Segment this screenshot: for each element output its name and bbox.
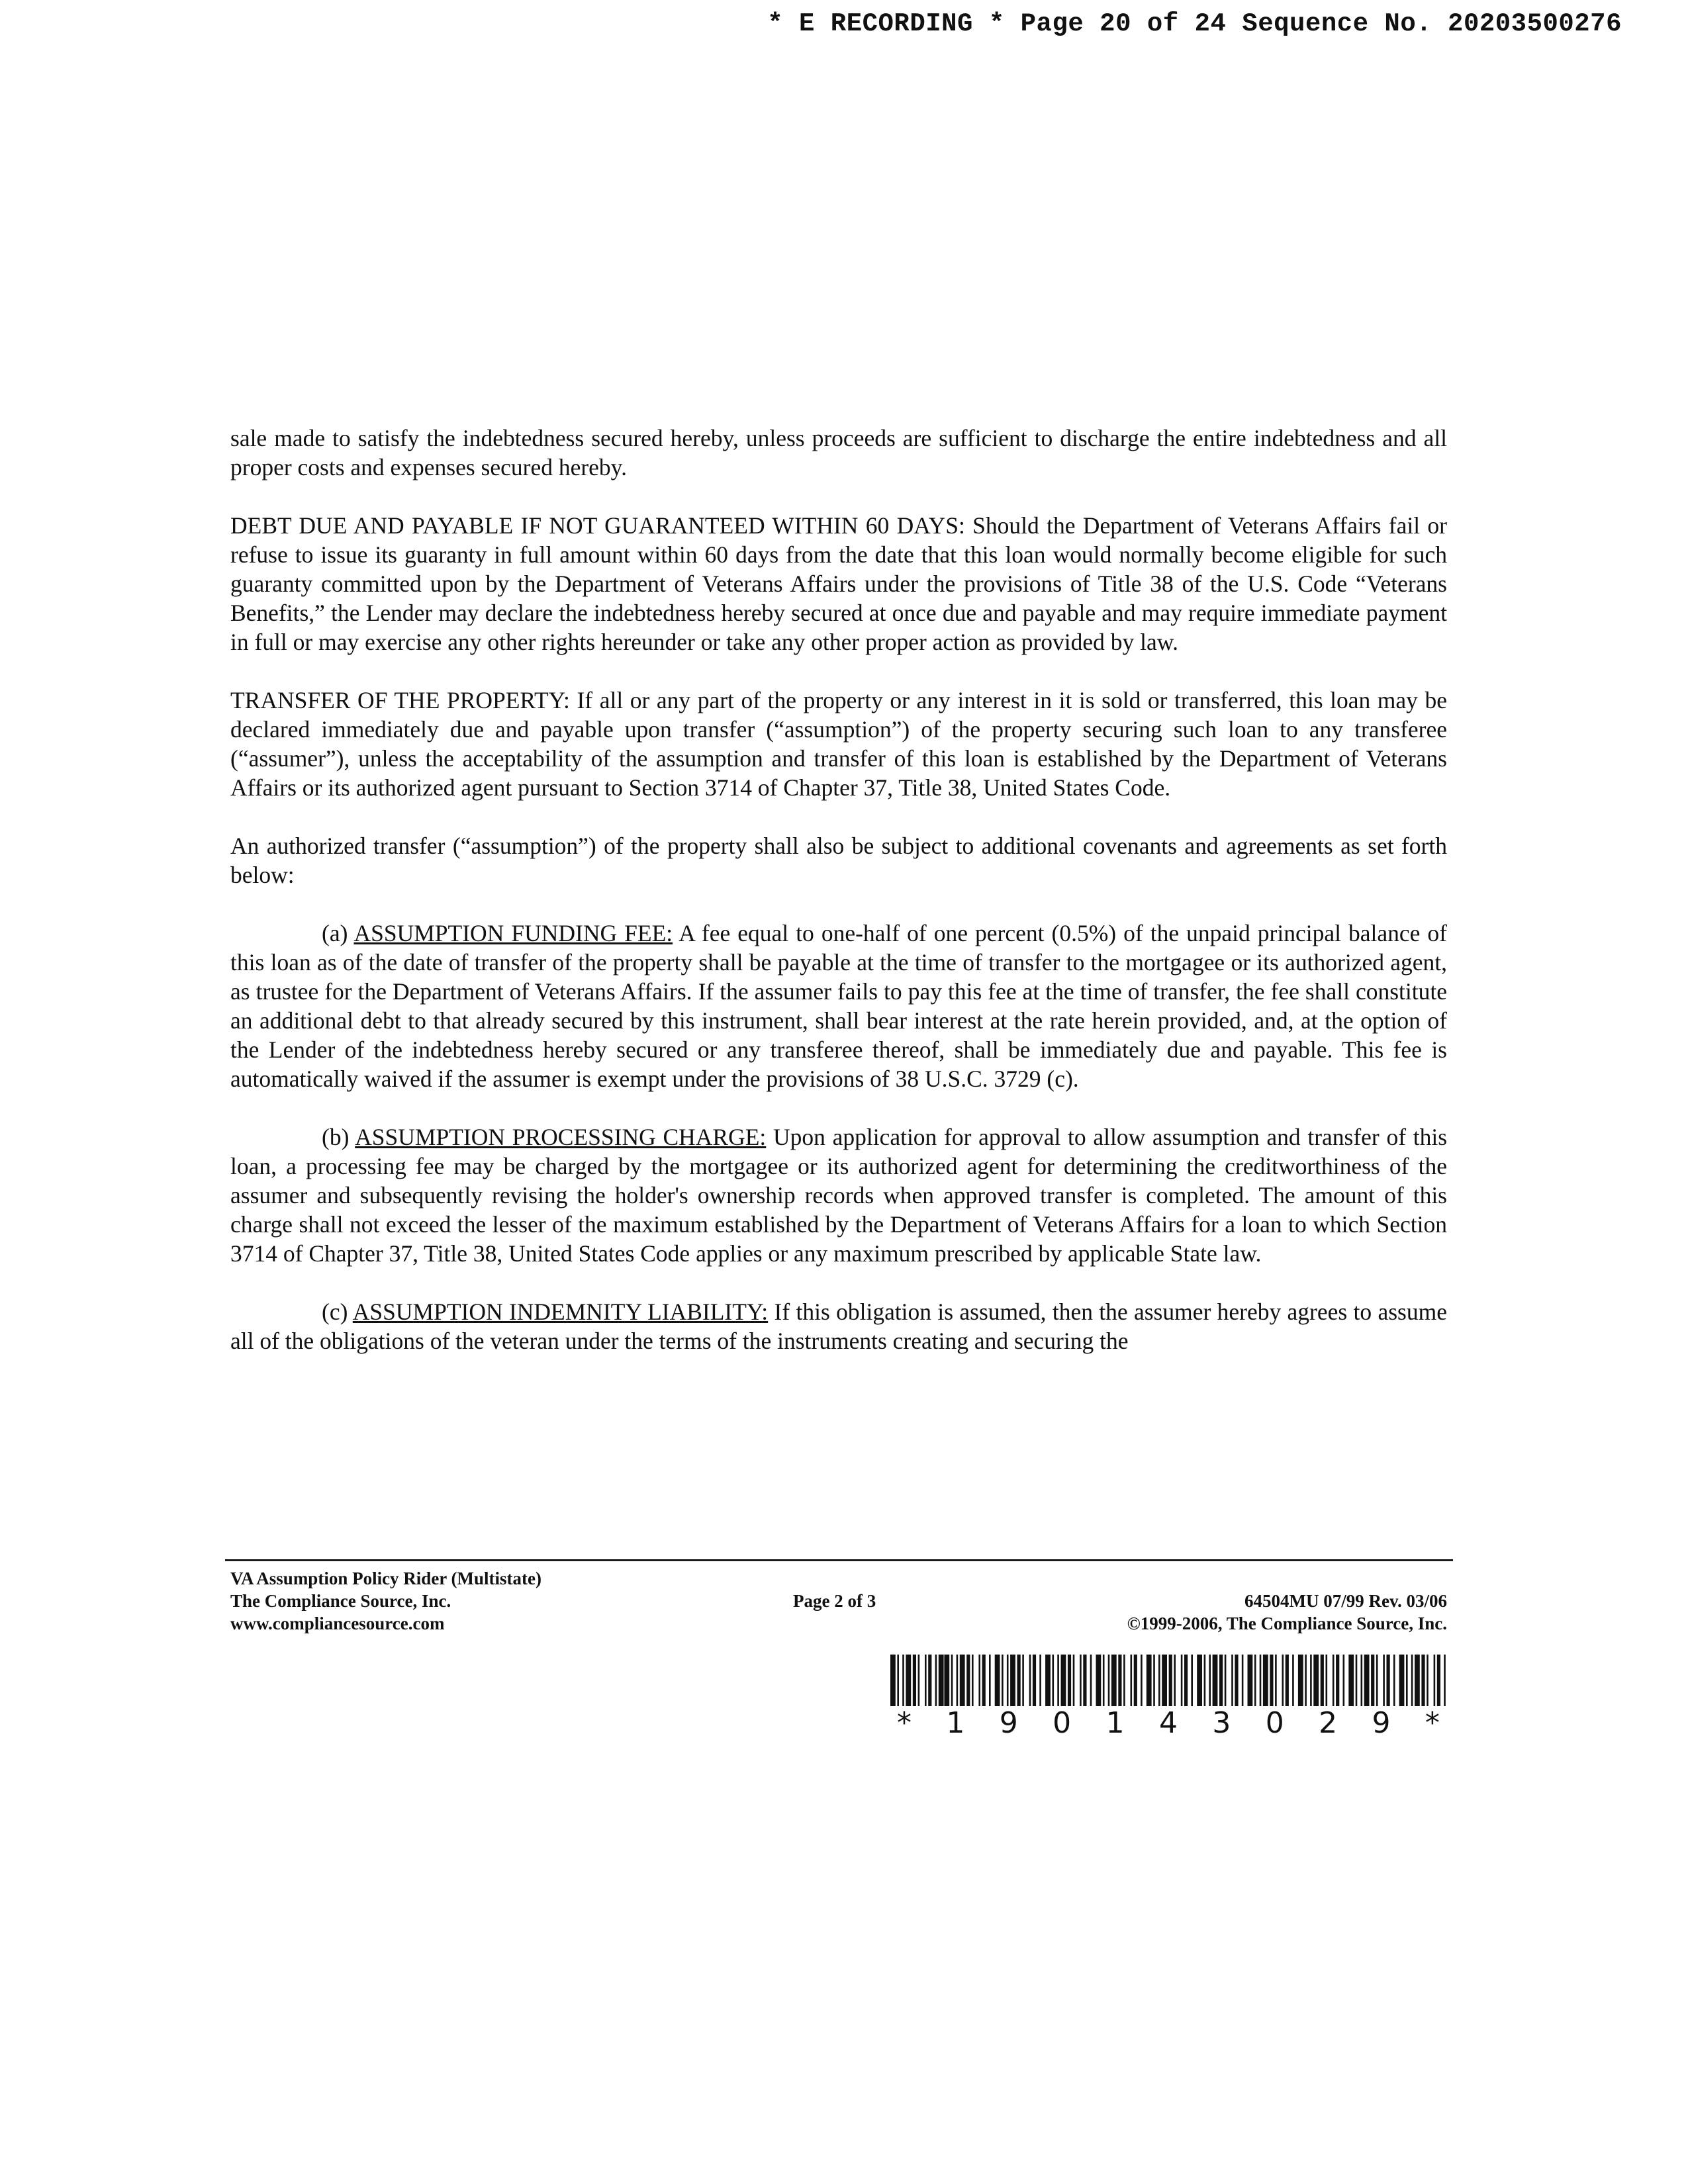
paragraph-authorized-transfer: An authorized transfer (“assumption”) of the property shall also be subject to additional covenants and agreements as set forth below: [230,833,1447,888]
barcode-bar [1292,1655,1294,1706]
barcode-bar [890,1655,896,1706]
barcode-bar [1083,1655,1086,1706]
barcode-text [890,1707,1446,1739]
barcode-bar [1333,1655,1335,1706]
barcode-bar [1225,1655,1227,1706]
barcode-bar [1181,1655,1183,1706]
barcode-bar [1007,1655,1009,1706]
company-website: www.compliancesource.com [230,1614,445,1633]
barcode-bar [1235,1655,1238,1706]
barcode-bar [1427,1655,1429,1706]
barcode-bar [1260,1655,1262,1706]
barcode-bar [1053,1655,1055,1706]
barcode-bar [1371,1655,1374,1706]
indemnity-liability-heading: ASSUMPTION INDEMNITY LIABILITY: [352,1298,769,1325]
barcode-char: 9 [999,1706,1018,1740]
barcode-bar [1348,1655,1354,1706]
barcode-bar [897,1655,899,1706]
barcode-bar [1393,1655,1395,1706]
barcode-bar [1213,1655,1218,1706]
barcode-bar [1029,1655,1031,1706]
barcode-bar [1103,1655,1105,1706]
barcode-bar [1169,1655,1172,1706]
barcode-bar [1162,1655,1167,1706]
barcode-bar [935,1655,937,1706]
barcode-char: 1 [946,1706,965,1740]
barcode-bar [902,1655,904,1706]
barcode-bar [1263,1655,1268,1706]
barcode-bar [944,1655,949,1706]
barcode-bar [1275,1655,1277,1706]
barcode-bar [1321,1655,1324,1706]
barcode-bar [1415,1655,1420,1706]
copyright-notice: ©1999-2006, The Compliance Source, Inc. [1127,1614,1447,1633]
barcode-bar [918,1655,920,1706]
funding-fee-heading: ASSUMPTION FUNDING FEE: [353,920,673,946]
paragraph-debt-due: DEBT DUE AND PAYABLE IF NOT GUARANTEED WITHIN 60 DAYS: Should the Department of Veterans Affairs fail or refuse to issue its guaranty in full amount within 60 days from the date that this loan would normally become eligible for such guaranty committed upon by the Department of Veterans Affairs under the provisions of Title 38 of the U.S. Code “Veterans Benefits,” the Lender may declare the indebtedness hereby secured at once due and payable and may require immediate payment in full or may exercise any other rights hereunder or take any other proper action as provided by law. [230,512,1447,655]
barcode-bar [925,1655,927,1706]
barcode-char: 0 [1053,1706,1072,1740]
barcode-bar [1336,1655,1339,1706]
barcode-bar [1022,1655,1024,1706]
paragraph-sale-made: sale made to satisfy the indebtedness secured hereby, unless proceeds are sufficient to discharge the entire indebtedness and all proper costs and expenses secured hereby. [230,425,1447,480]
indemnity-liability-text: If this obligation is assumed, then the assumer hereby agrees to assume all of the obligations of the veteran under the terms of the instruments creating and securing the [230,1298,1447,1354]
barcode-bar [1310,1655,1312,1706]
barcode-bar [1057,1655,1059,1706]
barcode-bar [1068,1655,1071,1706]
barcode-char: 0 [1265,1706,1284,1740]
processing-charge-text: Upon application for approval to allow assumption and transfer of this loan, a processing fee may be charged by the mortgagee or its authorized agent for determining the creditworthiness of the assumer and subsequently revising the holder's ownership records when approved transfer is completed. The amount of this charge shall not exceed the lesser of the maximum established by the Department of Veterans Affairs for a loan to which Section 3714 of Chapter 37, Title 38, United States Code applies or any maximum prescribed by applicable State law. [230,1124,1448,1267]
barcode-bar [1010,1655,1015,1706]
barcode-bar [978,1655,980,1706]
barcode-bar [1096,1655,1102,1706]
barcode-bar [1434,1655,1436,1706]
barcode-bar [1361,1655,1363,1706]
barcode-bar [951,1655,953,1706]
barcode-bar [1039,1655,1041,1706]
barcode-bar [1231,1655,1233,1706]
barcode-bar [982,1655,986,1706]
barcode-bar [1444,1655,1446,1706]
barcode-bar [1270,1655,1273,1706]
barcode-bar [1248,1655,1253,1706]
barcode-bar [1158,1655,1160,1706]
barcode-bar [1242,1655,1244,1706]
barcode-bar [957,1655,959,1706]
barcode-bar [1108,1655,1110,1706]
barcode-bar [960,1655,965,1706]
barcode-bar [1017,1655,1021,1706]
barcode-bar [1406,1655,1408,1706]
barcode-char: 2 [1319,1706,1338,1740]
company-name: The Compliance Source, Inc. [230,1591,451,1611]
barcode-bar [1131,1655,1133,1706]
barcode-bar [966,1655,970,1706]
barcode-bar [1219,1655,1223,1706]
item-label-b: (b) [322,1124,350,1150]
item-label-c: (c) [322,1298,348,1325]
barcode-bar [1364,1655,1370,1706]
barcode-bar [1174,1655,1176,1706]
barcode-bar [1326,1655,1328,1706]
barcode-bar [1033,1655,1036,1706]
document-body [230,424,1447,1385]
footer-right-block [1127,1590,1447,1635]
barcode-bar [1383,1655,1385,1706]
barcode-bar [1411,1655,1413,1706]
barcode-bar [1286,1655,1289,1706]
barcode-char: 1 [1105,1706,1125,1740]
barcode-bar [995,1655,1000,1706]
barcode-bar [1356,1655,1358,1706]
barcode-bar [1399,1655,1405,1706]
barcode-bar [928,1655,931,1706]
barcode-bar [1134,1655,1137,1706]
barcode-char: * [897,1706,912,1740]
page-footer [230,1567,1447,1640]
barcode-bar [1073,1655,1075,1706]
barcode-bar [1313,1655,1319,1706]
barcode-bar [1421,1655,1425,1706]
barcode-bar [1061,1655,1066,1706]
barcode [890,1655,1446,1739]
barcode-bar [1204,1655,1206,1706]
barcode-bar [1437,1655,1440,1706]
recording-header: * E RECORDING * Page 20 of 24 Sequence No. 20203500276 [767,9,1622,38]
processing-charge-heading: ASSUMPTION PROCESSING CHARGE: [355,1124,767,1150]
paragraph-funding-fee [230,919,1447,1093]
item-label-a: (a) [322,920,348,946]
barcode-bar [906,1655,911,1706]
barcode-bar [1191,1655,1193,1706]
barcode-bar [1118,1655,1121,1706]
barcode-bar [1111,1655,1117,1706]
paragraph-indemnity-liability [230,1297,1447,1355]
form-number: 64504MU 07/99 Rev. 03/06 [1244,1591,1447,1611]
footer-left-block [230,1567,541,1635]
barcode-bar [1080,1655,1082,1706]
barcode-bar [1045,1655,1051,1706]
barcode-char: * [1425,1706,1440,1740]
barcode-char: 9 [1372,1706,1391,1740]
funding-fee-text: A fee equal to one-half of one percent (0.5%) of the unpaid principal balance of this loan as of the date of transfer of the property shall be payable at the time of transfer to the mortgagee or its authorized agent, as trustee for the Department of Veterans Affairs. If the assumer fails to pay this fee at the time of transfer, the fee shall constitute an additional debt to that already secured by this instrument, shall bear interest at the rate herein provided, and, at the option of the Lender of the indebtedness hereby secured or any transferee thereof, shall be immediately due and payable. This fee is automatically waived if the assumer is exempt under the provisions of 38 U.S.C. 3729 (c). [230,920,1447,1092]
barcode-bar [1002,1655,1004,1706]
barcode-bar [1197,1655,1202,1706]
barcode-bar [1298,1655,1303,1706]
barcode-bar [1387,1655,1390,1706]
barcode-bar [989,1655,991,1706]
barcode-bar [1209,1655,1211,1706]
barcode-bar [1153,1655,1155,1706]
barcode-char: 4 [1158,1706,1178,1740]
page-number: Page 2 of 3 [793,1591,876,1611]
form-title: VA Assumption Policy Rider (Multistate) [230,1569,542,1588]
paragraph-transfer-of-property: TRANSFER OF THE PROPERTY: If all or any part of the property or any interest in it is sold or transferred, this loan may be declared immediately due and payable upon transfer (“assumption”) of the property securing such loan to any transferee (“assumer”), unless the acceptability of the assumption and transfer of this loan is established by the Department of Veterans Affairs or its authorized agent pursuant to Section 3714 of Chapter 37, Title 38, United States Code. [230,687,1447,801]
barcode-bars [890,1655,1446,1706]
barcode-bar [1090,1655,1092,1706]
barcode-bar [1343,1655,1345,1706]
barcode-bar [939,1655,944,1706]
barcode-bar [972,1655,974,1706]
barcode-bar [1147,1655,1152,1706]
barcode-bar [1376,1655,1378,1706]
barcode-bar [913,1655,916,1706]
barcode-bar [1282,1655,1284,1706]
barcode-bar [1141,1655,1143,1706]
barcode-bar [1305,1655,1307,1706]
barcode-bar [1184,1655,1188,1706]
paragraph-processing-charge [230,1122,1447,1268]
barcode-bar [1254,1655,1256,1706]
barcode-bar [1123,1655,1125,1706]
footer-divider [225,1559,1453,1561]
barcode-char: 3 [1212,1706,1231,1740]
